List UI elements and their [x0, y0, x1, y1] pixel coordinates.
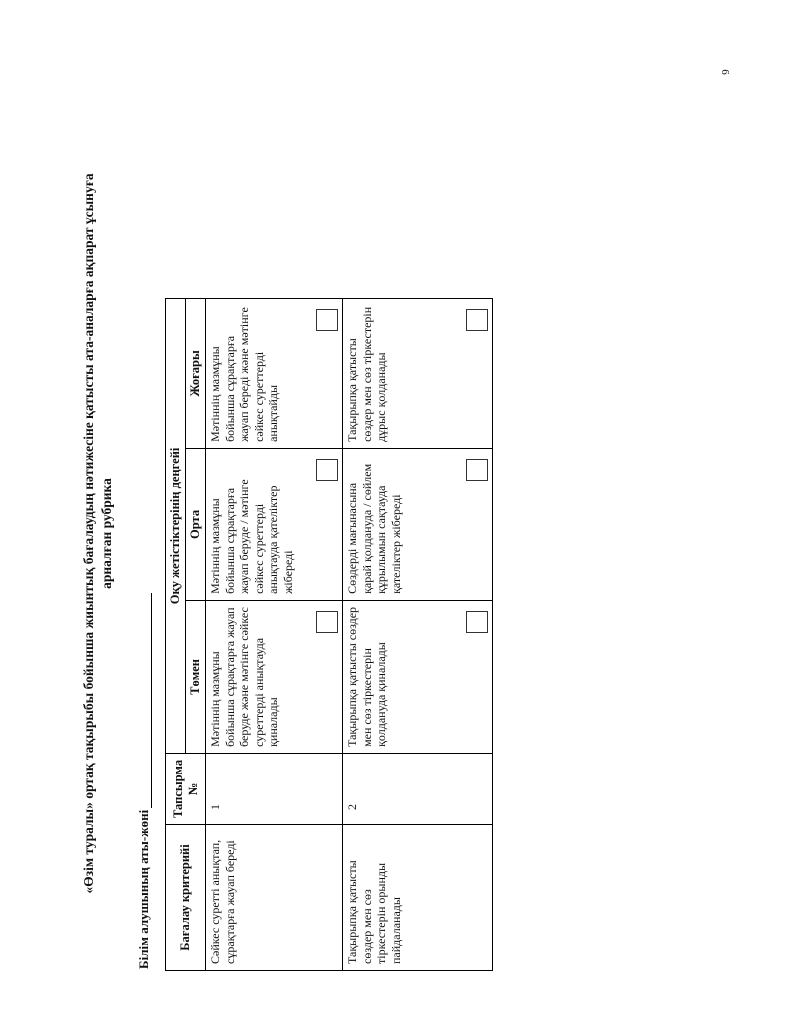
- header-criterion: Бағалау критерийі: [166, 825, 206, 971]
- rubric-table: [165, 298, 493, 971]
- checkbox[interactable]: [466, 459, 488, 481]
- header-level-mid: Орта: [186, 448, 206, 600]
- level-low-cell: Тақырыпқа қатысты сөздер мен сөз тіркестерін қолдануда қиналады: [343, 600, 493, 753]
- checkbox[interactable]: [316, 309, 338, 331]
- criterion-cell: Сәйкес суретті анықтап, сұрақтарға жауап береді: [206, 825, 343, 971]
- header-task-number: Тапсырма №: [166, 753, 206, 824]
- table-row: [206, 298, 343, 970]
- checkbox[interactable]: [316, 611, 338, 633]
- level-mid-cell: Мәтіннің мазмұны бойынша сұрақтарға жауап беруде / мәтінге сәйкес суреттерді анықтауда қателіктер жібереді: [206, 448, 343, 600]
- rotated-page-content: [80, 66, 500, 1001]
- header-achievement-levels: Оқу жетістіктерінің деңгейі: [166, 298, 186, 753]
- document-title: [80, 66, 116, 1001]
- task-number-cell: 1: [206, 753, 343, 824]
- title-line-1: «Өзім туралы» ортақ тақырыбы бойынша жиынтық бағалаудың нәтижесіне қатысты ата-аналарға ақпарат ұсынуға: [81, 173, 96, 894]
- table-row: [343, 298, 493, 970]
- criterion-cell: Тақырыпқа қатысты сөздер мен сөз тіркестерін орынды пайдаланады: [343, 825, 493, 971]
- level-high-cell: Тақырыпқа қатысты сөздер мен сөз тіркестерін дұрыс қолданады: [343, 298, 493, 448]
- level-high-cell: Мәтіннің мазмұны бойынша сұрақтарға жауап береді және мәтінге сәйкес суреттерді анықтайды: [206, 298, 343, 448]
- level-mid-cell: Сөздерді мағынасына қарай қолдануда / сөйлем құрылымын сақтауда қателіктер жібереді: [343, 448, 493, 600]
- task-number-cell: 2: [343, 753, 493, 824]
- student-name-label: Білім алушының аты-жөні: [136, 809, 151, 969]
- checkbox[interactable]: [466, 309, 488, 331]
- checkbox[interactable]: [316, 459, 338, 481]
- level-low-cell: Мәтіннің мазмұны бойынша сұрақтарға жауап беруде және мәтінге сәйкес суреттерді анықтауда қиналады: [206, 600, 343, 753]
- student-name-blank-line[interactable]: [139, 593, 152, 808]
- title-line-2: арналған рубрика: [99, 478, 114, 589]
- checkbox[interactable]: [466, 611, 488, 633]
- header-level-high: Жоғары: [186, 298, 206, 448]
- page-number: 6: [718, 69, 731, 75]
- student-name-row: [136, 593, 152, 969]
- header-level-low: Төмен: [186, 600, 206, 753]
